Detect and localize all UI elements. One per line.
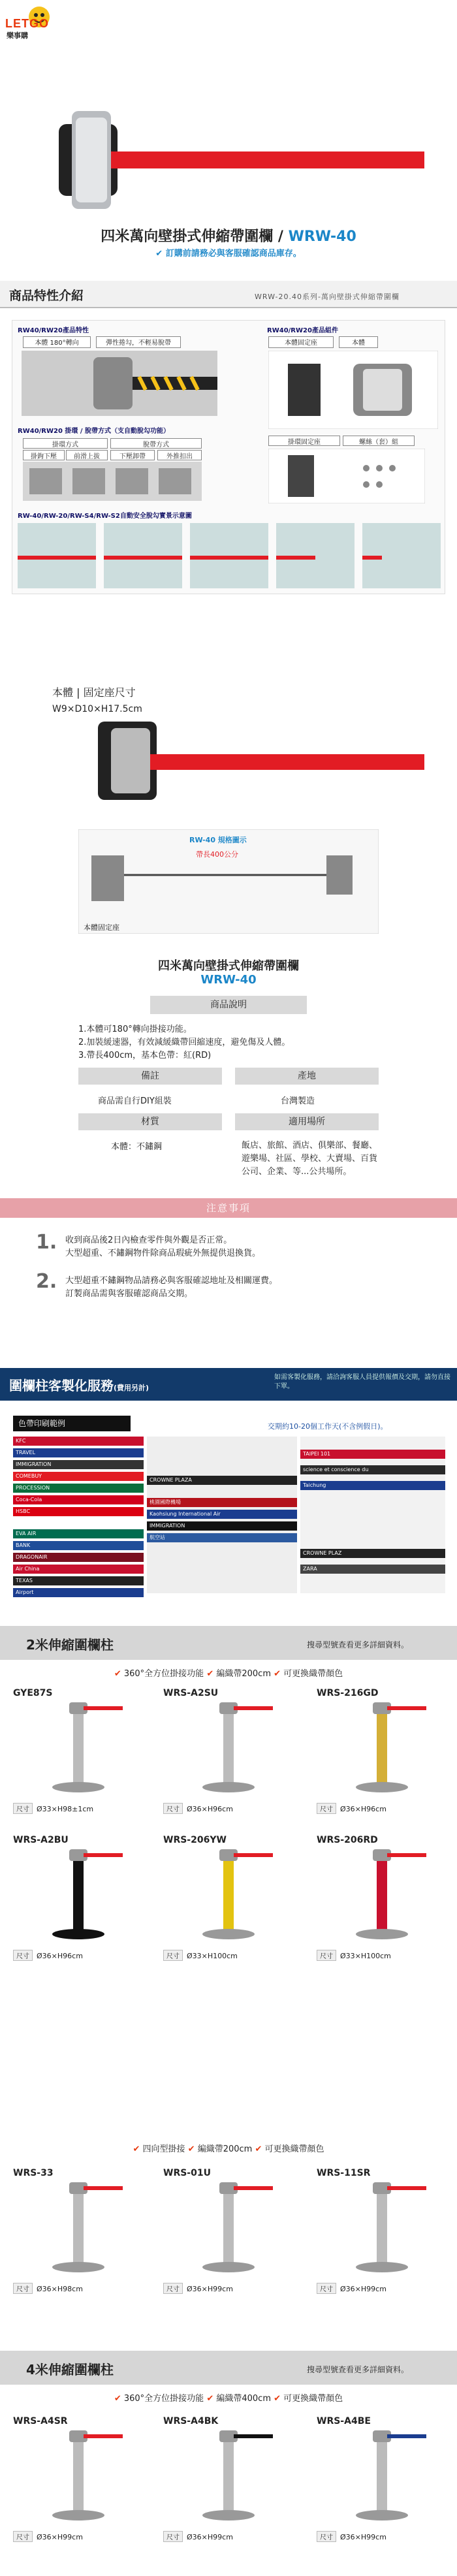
- banner: TAIPEI 101: [300, 1450, 445, 1459]
- product-name: WRS-A4BK: [163, 2416, 219, 2426]
- product-title: 四米萬向壁掛式伸縮帶圍欄: [158, 959, 299, 973]
- banner: CROWNE PLAZA: [147, 1476, 297, 1485]
- desc-3: 3.帶長400cm，基本色帶：紅(RD): [78, 1051, 212, 1060]
- notice-1: 收到商品後2日內檢查零件與外觀是否正常。: [65, 1235, 232, 1245]
- product-card[interactable]: [13, 1835, 144, 1972]
- size-tag: 尺寸: [13, 2531, 33, 2542]
- product-size: Ø36×H96cm: [340, 1805, 386, 1813]
- banner: IMMIGRATION: [147, 1521, 297, 1531]
- desc-heading: 商品說明: [150, 996, 307, 1014]
- section-2m-title: 2米伸縮圍欄柱: [26, 1637, 114, 1653]
- desc-2: 2.加裝緩速器，有效減緩織帶回縮速度，避免傷及人體。: [78, 1038, 291, 1047]
- banner: CROWNE PLAZ: [300, 1549, 445, 1558]
- swatch: TEXAS: [13, 1576, 144, 1585]
- size-tag: 尺寸: [13, 2283, 33, 2294]
- product-name: WRS-A4BE: [317, 2416, 371, 2426]
- product-card[interactable]: [317, 1835, 447, 1972]
- swatch: BANK: [13, 1541, 144, 1550]
- product-name: WRS-216GD: [317, 1688, 379, 1698]
- spec-diagram: [78, 829, 379, 934]
- product-code: WRW-40: [200, 973, 257, 987]
- size-tag: 尺寸: [163, 2531, 183, 2542]
- product-size: Ø36×H99cm: [37, 2533, 83, 2541]
- product-name: GYE87S: [13, 1688, 53, 1698]
- logo: [5, 5, 68, 40]
- stanchion-image: [317, 2178, 447, 2276]
- swatch: Air China: [13, 1565, 144, 1574]
- stanchion-image: [163, 1698, 294, 1796]
- size-tag: 尺寸: [317, 2283, 336, 2294]
- notice-1b: 大型超重、不鏽鋼物件除商品瑕疵外無提供退換貨。: [65, 1248, 261, 1258]
- custom-photo-mid: [147, 1437, 297, 1593]
- base-label: 本體固定座: [84, 923, 119, 932]
- swatch: PROCESSION: [13, 1484, 144, 1493]
- product-size: Ø36×H99cm: [340, 2533, 386, 2541]
- product-name: WRS-A2SU: [163, 1688, 219, 1698]
- notice-num-1: 1.: [36, 1231, 57, 1254]
- product-card[interactable]: [317, 2168, 447, 2305]
- product-name: WRS-11SR: [317, 2168, 371, 2178]
- product-size: Ø33×H100cm: [187, 1952, 238, 1960]
- product-name: WRS-A4SR: [13, 2416, 68, 2426]
- tape-label: 帶長400公分: [196, 850, 238, 859]
- banner: 航空站: [147, 1533, 297, 1542]
- feature-p2: RW40/RW20產品組件: [267, 327, 338, 334]
- feature-body: 本體 180°轉向: [23, 336, 91, 348]
- section-4m-features: ✔ 360°全方位掛接功能 ✔ 編織帶400cm ✔ 可更換織帶顏色: [114, 2394, 343, 2404]
- page-title: 四米萬向壁掛式伸縮帶圍欄 / WRW-40: [101, 229, 356, 245]
- size-tag: 尺寸: [317, 1950, 336, 1961]
- notice-num-2: 2.: [36, 1270, 57, 1293]
- custom-title: 圍欄柱客製化服務(費用另計): [9, 1378, 150, 1393]
- product-card[interactable]: [317, 2416, 447, 2553]
- hook-photos: [23, 462, 202, 501]
- h4-label: 外推扣出: [157, 450, 202, 460]
- col-note: 備註: [78, 1068, 222, 1085]
- product-name: WRS-33: [13, 2168, 54, 2178]
- product-size: Ø36×H96cm: [187, 1805, 233, 1813]
- size-tag: 尺寸: [13, 1803, 33, 1814]
- print-sample-bar: 色帶印刷範例: [13, 1416, 131, 1431]
- swatch: COMEBUY: [13, 1472, 144, 1481]
- val-note: 商品需自行DIY組裝: [98, 1096, 172, 1106]
- feature-fixbase: 本體固定座: [268, 336, 334, 348]
- size-title: 本體 | 固定座尺寸: [52, 686, 136, 699]
- swatch: Airport: [13, 1588, 144, 1597]
- custom-desc: 如需客製化服務，請洽詢客服人員提供報價及交期，請勿直接下單。: [274, 1374, 450, 1390]
- stanchion-image: [13, 2426, 144, 2524]
- feature-p1: RW40/RW20產品特性: [18, 327, 89, 334]
- notice-2b: 訂製商品需與客服確認商品交期。: [65, 1289, 193, 1299]
- product-size: Ø36×H99cm: [187, 2285, 233, 2293]
- size-value: W9×D10×H17.5cm: [52, 704, 142, 714]
- banner: science et conscience du: [300, 1465, 445, 1474]
- swatch: EVA AIR: [13, 1529, 144, 1538]
- banner: ZARA: [300, 1565, 445, 1574]
- banner: Taichung: [300, 1481, 445, 1490]
- section-2m-b-features: ✔ 四向型掛接 ✔ 編織帶200cm ✔ 可更換織帶顏色: [133, 2144, 324, 2154]
- product-card[interactable]: [317, 1688, 447, 1825]
- stanchion-image: [317, 1845, 447, 1943]
- feature-photo: [22, 351, 217, 416]
- product-size: Ø36×H99cm: [187, 2533, 233, 2541]
- swatch: IMMIGRATION: [13, 1460, 144, 1469]
- parts-photo: [268, 449, 425, 503]
- logo-brand: LETGO: [5, 17, 49, 30]
- features-heading: 商品特性介紹: [9, 289, 84, 303]
- product-name: WRS-01U: [163, 2168, 211, 2178]
- col-origin: 產地: [235, 1068, 379, 1085]
- parts-label: 掛環固定座: [268, 436, 340, 446]
- section-4m-hint: 搜尋型號查看更多詳細資料。: [307, 2365, 409, 2374]
- components-photo: [268, 351, 438, 429]
- size-tag: 尺寸: [13, 1950, 33, 1961]
- h2-label: 前滑上拔: [66, 450, 108, 460]
- logo-name: 樂事購: [7, 31, 28, 40]
- product-size: Ø33×H98±1cm: [37, 1805, 94, 1813]
- product-card[interactable]: [13, 2168, 144, 2305]
- features-panel: [12, 320, 445, 594]
- hero-image: [59, 98, 424, 222]
- product-card[interactable]: [13, 2416, 144, 2553]
- size-tag: 尺寸: [163, 1950, 183, 1961]
- col-usage: 適用場所: [235, 1113, 379, 1130]
- screws-label: 螺絲（套）組: [343, 436, 415, 446]
- stanchion-image: [317, 1698, 447, 1796]
- product-card[interactable]: [163, 2168, 294, 2305]
- val-material: 本體：不鏽鋼: [111, 1142, 163, 1152]
- feature-spring: 彈性捲勾，不輕易脫帶: [96, 336, 181, 348]
- product-size: Ø33×H100cm: [340, 1952, 391, 1960]
- product-card[interactable]: [163, 2416, 294, 2553]
- feature-p3: RW40/RW20 掛環 / 脫帶方式（支自動脫勾功能）: [18, 428, 170, 435]
- val-origin: 台灣製造: [281, 1096, 315, 1106]
- section-2m-hint: 搜尋型號查看更多詳細資料。: [307, 1640, 409, 1649]
- banner: 桃園國際機場: [147, 1498, 297, 1507]
- hook-label: 掛環方式: [23, 438, 108, 449]
- h3-label: 下壓卸帶: [110, 450, 155, 460]
- banner: Kaohsiung International Air: [147, 1510, 297, 1519]
- swatch: KFC: [13, 1437, 144, 1446]
- product-size: Ø36×H99cm: [340, 2285, 386, 2293]
- spec-label: RW-40 規格圖示: [189, 836, 247, 844]
- feature-p4: RW-40/RW-20/RW-S4/RW-S2自動安全脫勾實景示意圖: [18, 513, 192, 520]
- product-card[interactable]: [13, 1688, 144, 1825]
- col-material: 材質: [78, 1113, 222, 1130]
- stanchion-image: [163, 1845, 294, 1943]
- product-card[interactable]: [163, 1835, 294, 1972]
- size-tag: 尺寸: [317, 1803, 336, 1814]
- size-tag: 尺寸: [163, 1803, 183, 1814]
- product-name: WRS-206YW: [163, 1835, 227, 1845]
- size-tag: 尺寸: [163, 2283, 183, 2294]
- desc-1: 1.本體可180°轉向掛接功能。: [78, 1025, 192, 1034]
- feature-main-body: 本體: [339, 336, 378, 348]
- delivery-note: 交期約10-20個工作天(不含例假日)。: [268, 1422, 388, 1431]
- stock-note: ✔ 訂購前請務必與客服確認商品庫存。: [155, 249, 302, 259]
- val-usage: 飯店、旅館、酒店、俱樂部、餐廳、遊樂場、社區、學校、大賣場、百貨公司、企業、等...公共場所。: [242, 1141, 378, 1177]
- series-label: WRW-20.40系列-萬向壁掛式伸縮帶圍欄: [255, 293, 400, 301]
- product-size: Ø36×H96cm: [37, 1952, 83, 1960]
- off-label: 脫帶方式: [110, 438, 202, 449]
- stanchion-image: [163, 2178, 294, 2276]
- stanchion-image: [13, 2178, 144, 2276]
- stanchion-image: [13, 1845, 144, 1943]
- product-size: Ø36×H98cm: [37, 2285, 83, 2293]
- stanchion-image: [163, 2426, 294, 2524]
- stanchion-image: [13, 1698, 144, 1796]
- custom-photo-right: [300, 1437, 445, 1593]
- unit-photo: [98, 722, 424, 813]
- product-name: WRS-A2BU: [13, 1835, 69, 1845]
- swatch-list: [13, 1437, 144, 1593]
- swatch: TRAVEL: [13, 1448, 144, 1457]
- product-card[interactable]: [163, 1688, 294, 1825]
- notice-bar: 注意事項: [0, 1198, 457, 1218]
- swatch: Coca-Cola: [13, 1495, 144, 1504]
- swatch: HSBC: [13, 1507, 144, 1516]
- h1-label: 掛鉤下壓: [23, 450, 65, 460]
- swatch: DRAGONAIR: [13, 1553, 144, 1562]
- scene-photos: [18, 523, 441, 588]
- stanchion-image: [317, 2426, 447, 2524]
- notice-2: 大型超重不鏽鋼物品請務必與客服確認地址及相關運費。: [65, 1276, 278, 1286]
- section-2m-features: ✔ 360°全方位掛接功能 ✔ 編織帶200cm ✔ 可更換織帶顏色: [114, 1669, 343, 1679]
- product-name: WRS-206RD: [317, 1835, 378, 1845]
- section-4m-title: 4米伸縮圍欄柱: [26, 2362, 114, 2377]
- size-tag: 尺寸: [317, 2531, 336, 2542]
